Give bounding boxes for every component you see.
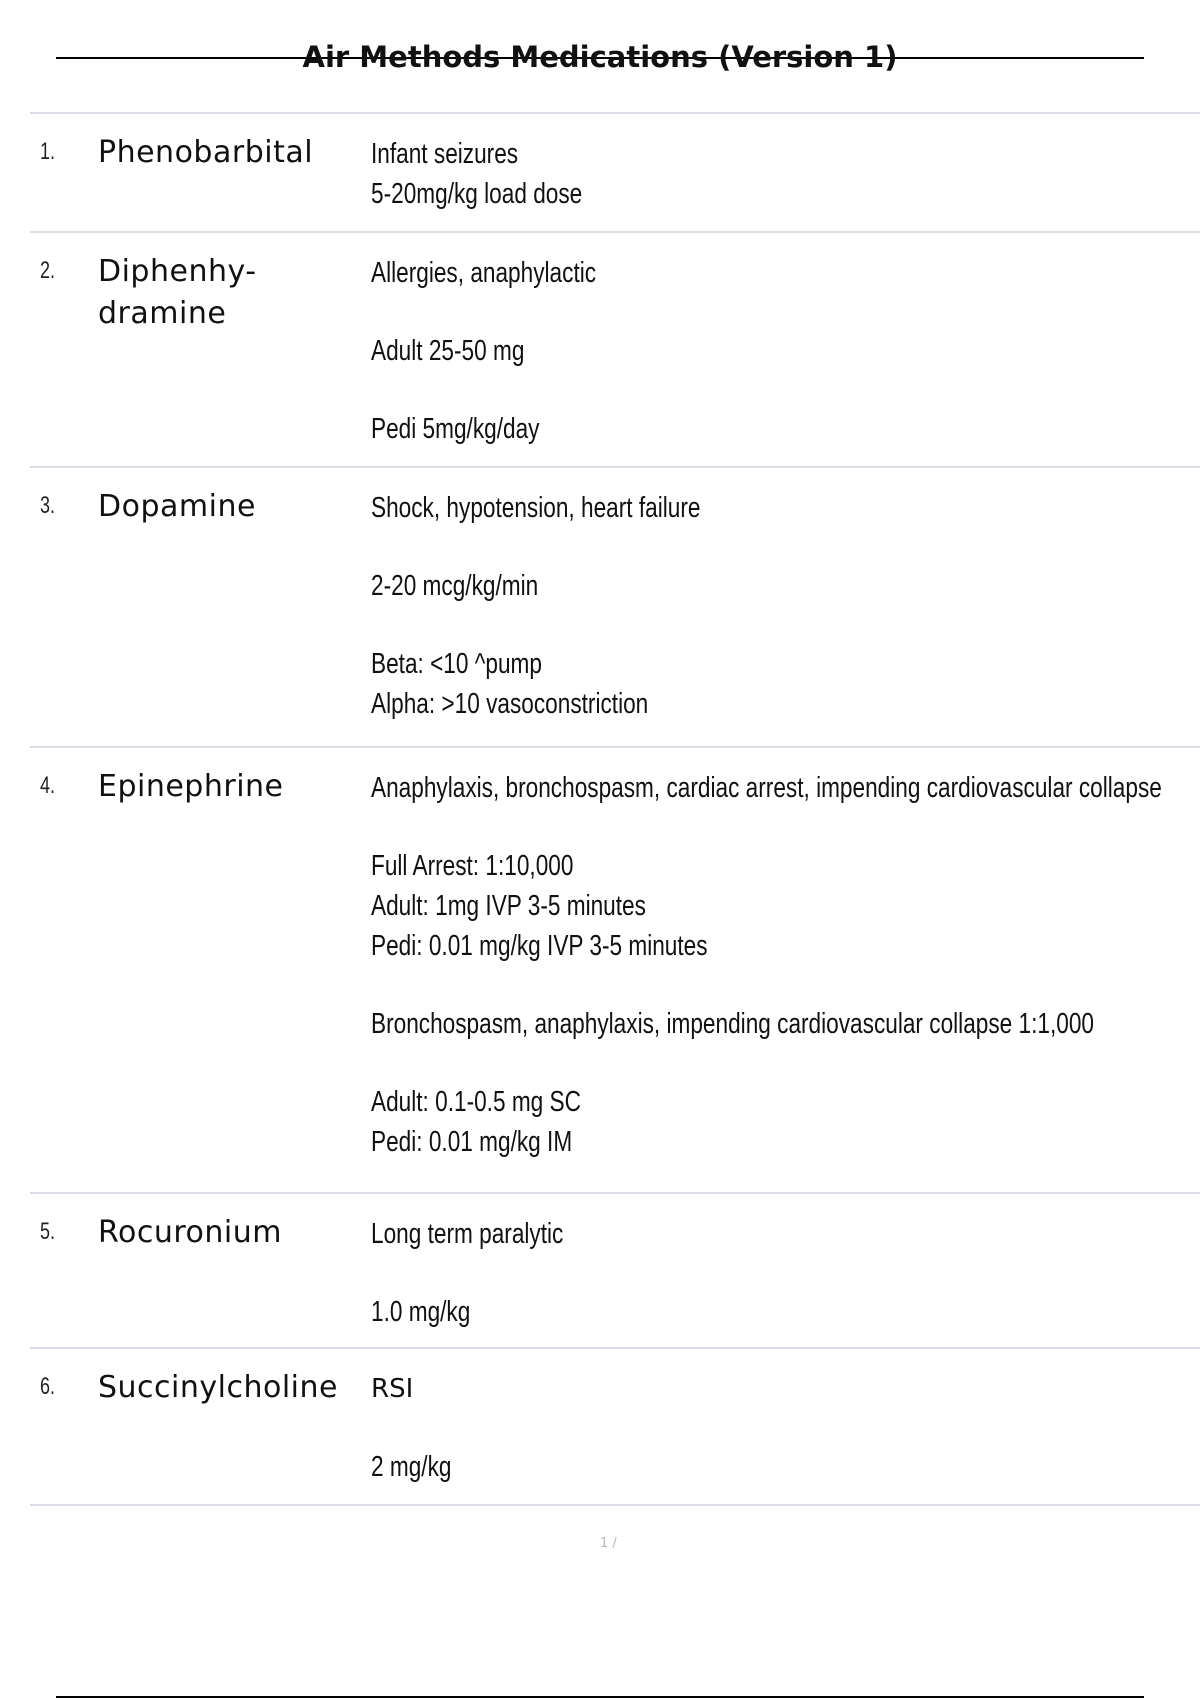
detail-line: 2 mg/kg [371,1451,452,1483]
detail-line: Pedi 5mg/kg/day [371,413,540,445]
line-gap [371,293,1191,331]
medication-row [30,1194,1200,1349]
detail-line: 1.0 mg/kg [371,1296,471,1328]
detail-line: Adult: 1mg IVP 3-5 minutes [371,890,646,922]
medication-name: Succinylcholine [98,1370,338,1405]
detail-line: 2-20 mcg/kg/min [371,570,539,602]
medication-row [30,233,1200,468]
medication-number: 6. [40,1373,56,1400]
line-gap [371,1409,1191,1447]
medication-details [371,1214,1191,1332]
medication-number: 3. [40,492,56,519]
detail-line: Infant seizures [371,138,519,170]
medication-name: Rocuronium [98,1215,282,1250]
detail-line: Long term paralytic [371,1218,564,1250]
line-gap [371,371,1191,409]
medication-number: 2. [40,257,56,284]
line-gap [371,808,1191,846]
medication-number: 4. [40,772,56,799]
line-gap [371,606,1191,644]
medication-number: 5. [40,1218,56,1245]
footer-rule [56,1696,1144,1698]
medication-number: 1. [40,138,56,165]
line-gap [371,1044,1191,1082]
medication-details [371,768,1191,1162]
medication-details [371,134,1191,214]
line-gap [371,1254,1191,1292]
medication-row [30,748,1200,1194]
detail-line: Alpha: >10 vasoconstriction [371,688,649,720]
detail-line: Beta: <10 ^pump [371,648,542,680]
detail-line: Adult 25-50 mg [371,335,525,367]
medication-details [371,253,1191,449]
detail-line: RSI [371,1374,414,1404]
detail-line: 5-20mg/kg load dose [371,178,583,210]
detail-line: Adult: 0.1-0.5 mg SC [371,1086,581,1118]
medication-table [30,112,1200,1506]
medication-row [30,114,1200,233]
medication-row [30,468,1200,748]
page-indicator: 1 / [600,1536,617,1551]
medication-details [371,1369,1191,1487]
title-header [56,30,1144,86]
detail-line: Full Arrest: 1:10,000 [371,850,574,882]
medication-name-part: Diphenhy- dramine [98,254,257,331]
detail-line: Pedi: 0.01 mg/kg IVP 3-5 minutes [371,930,708,962]
detail-line: Allergies, anaphylactic [371,257,597,289]
document-title: Air Methods Medications (Version 1) [302,40,898,74]
medication-name [98,251,358,335]
medication-name: Epinephrine [98,769,284,804]
medication-name: Dopamine [98,489,256,524]
detail-line: Anaphylaxis, bronchospasm, cardiac arrest, impending cardiovascular collapse [371,772,1162,804]
line-gap [371,966,1191,1004]
medication-name: Phenobarbital [98,135,314,170]
detail-line: Pedi: 0.01 mg/kg IM [371,1126,573,1158]
detail-line: Bronchospasm, anaphylaxis, impending cardiovascular collapse 1:1,000 [371,1008,1095,1040]
line-gap [371,528,1191,566]
medication-details [371,488,1191,724]
detail-line: Shock, hypotension, heart failure [371,492,701,524]
medication-row [30,1349,1200,1506]
